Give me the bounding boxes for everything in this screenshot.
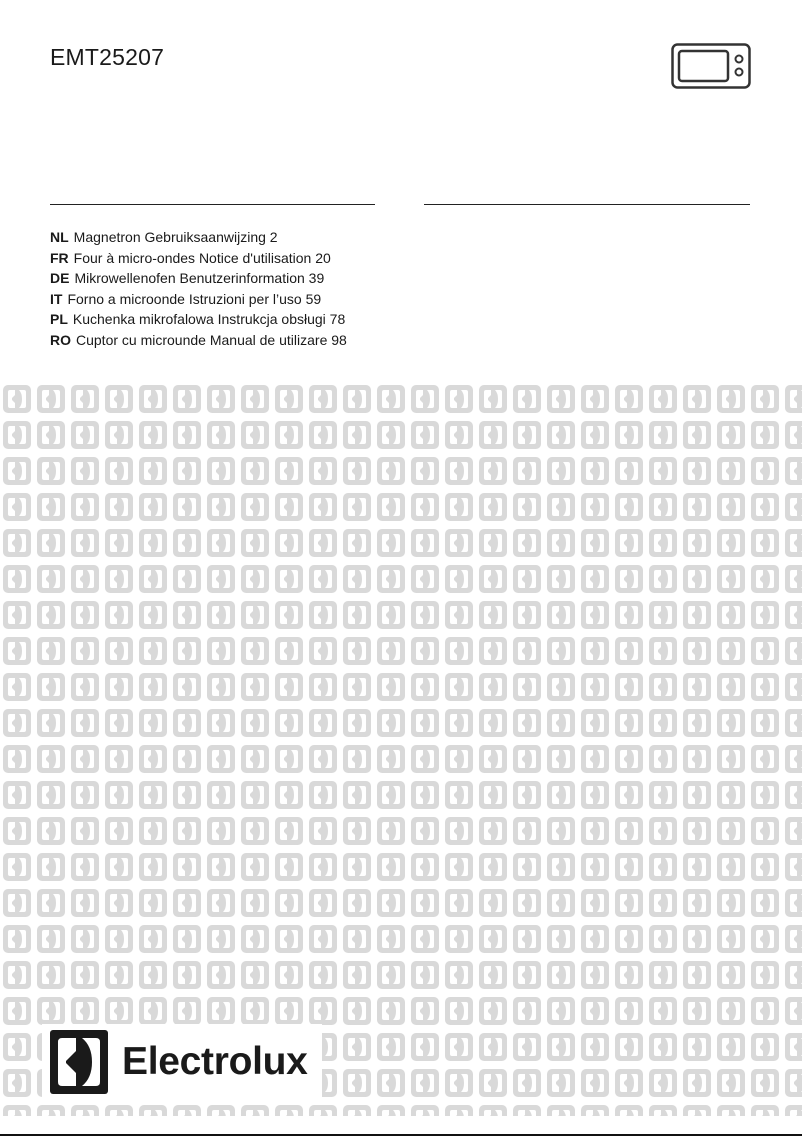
language-code: FR (50, 249, 69, 266)
language-code: NL (50, 229, 69, 245)
language-entry-text: Forno a microonde Istruzioni per l’uso 59 (67, 290, 322, 307)
language-entry-text: Mikrowellenofen Benutzerinformation 39 (74, 270, 325, 286)
language-entry-text: Four à micro-ondes Notice d'utilisation 20 (73, 249, 331, 266)
language-entry-text: Magnetron Gebruiksaanwijzing 2 (73, 229, 278, 245)
language-entry-fr[interactable] (50, 248, 347, 269)
language-entry-it[interactable] (50, 289, 347, 310)
language-code: PL (50, 311, 68, 327)
language-code: RO (50, 331, 71, 348)
language-contents-list (50, 227, 347, 350)
left-divider (50, 204, 375, 205)
language-code: DE (50, 270, 70, 286)
electrolux-logo-pattern (0, 380, 802, 1116)
brand-wordmark: Electrolux (122, 1040, 308, 1083)
right-divider (424, 204, 750, 205)
microwave-icon (671, 43, 751, 89)
logo-pattern-canvas (0, 380, 802, 1116)
language-code: IT (50, 290, 63, 307)
brand-logo (42, 1024, 322, 1100)
language-entry-pl[interactable] (50, 309, 347, 330)
electrolux-logo-mark (50, 1030, 108, 1094)
model-number: EMT25207 (50, 44, 165, 70)
language-entry-nl[interactable] (50, 227, 347, 248)
language-entry-text: Cuptor cu microunde Manual de utilizare 98 (76, 331, 347, 348)
language-entry-ro[interactable] (50, 330, 347, 351)
language-entry-de[interactable] (50, 268, 347, 289)
language-entry-text: Kuchenka mikrofalowa Instrukcja obsługi 78 (72, 311, 346, 327)
